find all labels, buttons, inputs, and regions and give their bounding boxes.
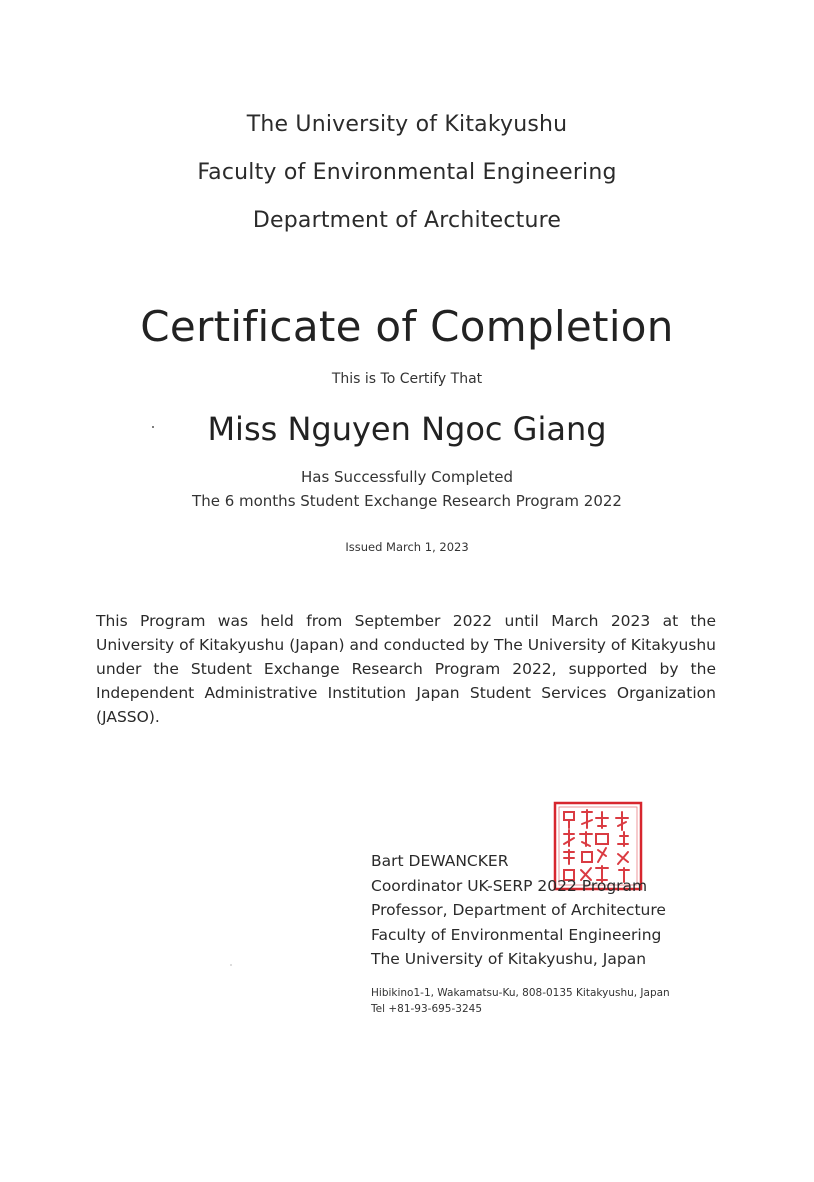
completed-line: Has Successfully Completed xyxy=(300,468,513,486)
signatory-role: Coordinator UK-SERP 2022 Program xyxy=(371,876,648,895)
signatory-block xyxy=(371,849,731,972)
signatory-title: Professor, Department of Architecture xyxy=(371,901,666,919)
signatory-university: The University of Kitakyushu, Japan xyxy=(371,950,647,968)
department-heading: Department of Architecture xyxy=(252,208,562,233)
contact-block xyxy=(371,985,731,1017)
certificate-title: Certificate of Completion xyxy=(140,302,674,351)
paper-mark xyxy=(230,964,232,966)
issued-date: Issued March 1, 2023 xyxy=(345,540,469,554)
signatory-faculty: Faculty of Environmental Engineering xyxy=(371,925,662,944)
contact-address: Hibikino1-1, Wakamatsu-Ku, 808-0135 Kitakyushu, Japan xyxy=(371,987,670,999)
program-description: This Program was held from September 2022 until March 2023 at the University of Kitakyushu (Japan) and conducted by The University of Kitakyushu under the Student Exchange Research Program 2022, supported by the Independent Administrative Institution Japan Student Services Organization (JASSO). xyxy=(96,612,716,726)
signatory-name: Bart DEWANCKER xyxy=(371,852,509,870)
program-line: The 6 months Student Exchange Research Program 2022 xyxy=(192,492,622,510)
contact-phone: Tel +81-93-695-3245 xyxy=(371,1003,482,1015)
certify-line: This is To Certify That xyxy=(331,371,483,387)
faculty-heading: Faculty of Environmental Engineering xyxy=(197,160,617,185)
university-heading: The University of Kitakyushu xyxy=(246,112,568,137)
recipient-name: Miss Nguyen Ngoc Giang xyxy=(207,410,607,448)
